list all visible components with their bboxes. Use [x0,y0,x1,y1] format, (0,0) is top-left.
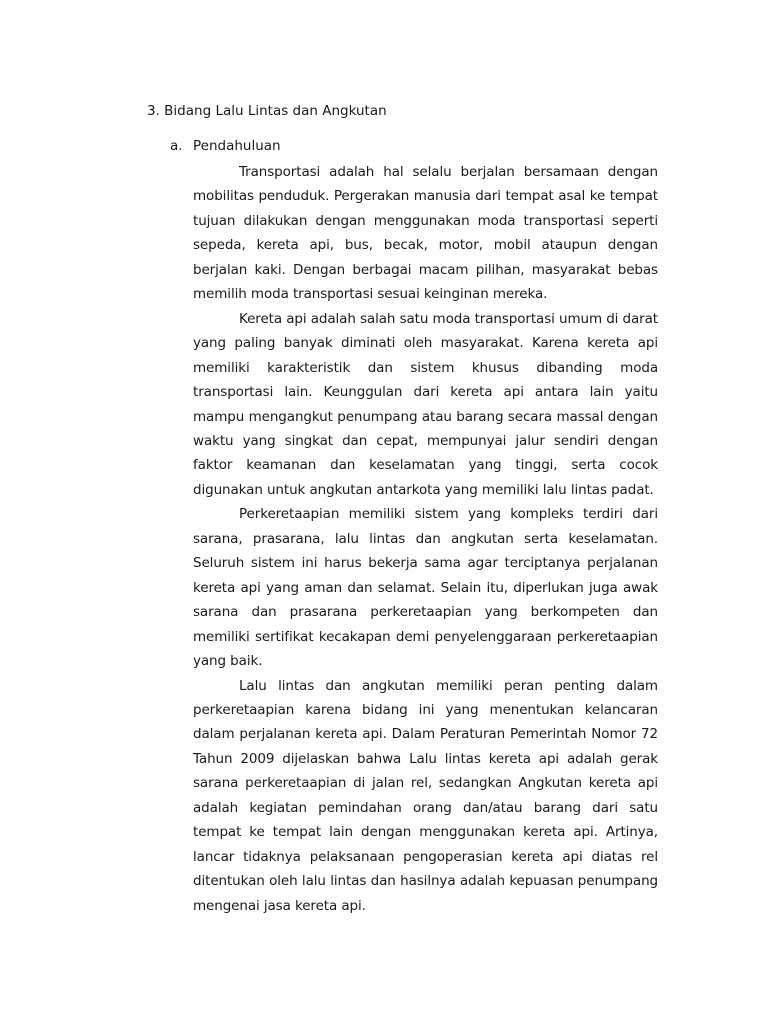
paragraph: Kereta api adalah salah satu moda transportasi umum di darat yang paling banyak diminati oleh masyarakat. Karena kereta api memiliki karakteristik dan sistem khusus dibanding moda transportasi lain. Keunggulan dari kereta api antara lain yaitu mampu mengangkut penumpang atau barang secara massal dengan waktu yang singkat dan cepat, mempunyai jalur sendiri dengan faktor keamanan dan keselamatan yang tinggi, serta cocok digunakan untuk angkutan antarkota yang memiliki lalu lintas padat. [193,310,658,498]
section-heading: 3. Bidang Lalu Lintas dan Angkutan [147,103,387,119]
paragraph: Transportasi adalah hal selalu berjalan bersamaan dengan mobilitas penduduk. Pergerakan manusia dari tempat asal ke tempat tujuan dilakukan dengan menggunakan moda transportasi seperti sepeda, kereta api, bus, becak, motor, mobil ataupun dengan berjalan kaki. Dengan berbagai macam pilihan, masyarakat bebas memilih moda transportasi sesuai keinginan mereka. [193,164,658,303]
body-text [193,160,658,918]
paragraph: Lalu lintas dan angkutan memiliki peran penting dalam perkeretaapian karena bidang ini yang menentukan kelancaran dalam perjalanan kereta api. Dalam Peraturan Pemerintah Nomor 72 Tahun 2009 dijelaskan bahwa Lalu lintas kereta api adalah gerak sarana perkeretaapian di jalan rel, sedangkan Angkutan kereta api adalah kegiatan pemindahan orang dan/atau barang dari satu tempat ke tempat lain dengan menggunakan kereta api. Artinya, lancar tidaknya pelaksanaan pengoperasian kereta api diatas rel ditentukan oleh lalu lintas dan hasilnya adalah kepuasan penumpang mengenai jasa kereta api. [193,677,658,914]
subsection-title: Pendahuluan [193,138,281,154]
subsection-marker: a. [170,138,183,154]
subsection-heading [170,136,281,156]
paragraph: Perkeretaapian memiliki sistem yang kompleks terdiri dari sarana, prasarana, lalu lintas dan angkutan serta keselamatan. Seluruh sistem ini harus bekerja sama agar terciptanya perjalanan kereta api yang aman dan selamat. Selain itu, diperlukan juga awak sarana dan prasarana perkeretaapian yang berkompeten dan memiliki sertifikat kecakapan demi penyelenggaraan perkeretaapian yang baik. [193,506,658,670]
